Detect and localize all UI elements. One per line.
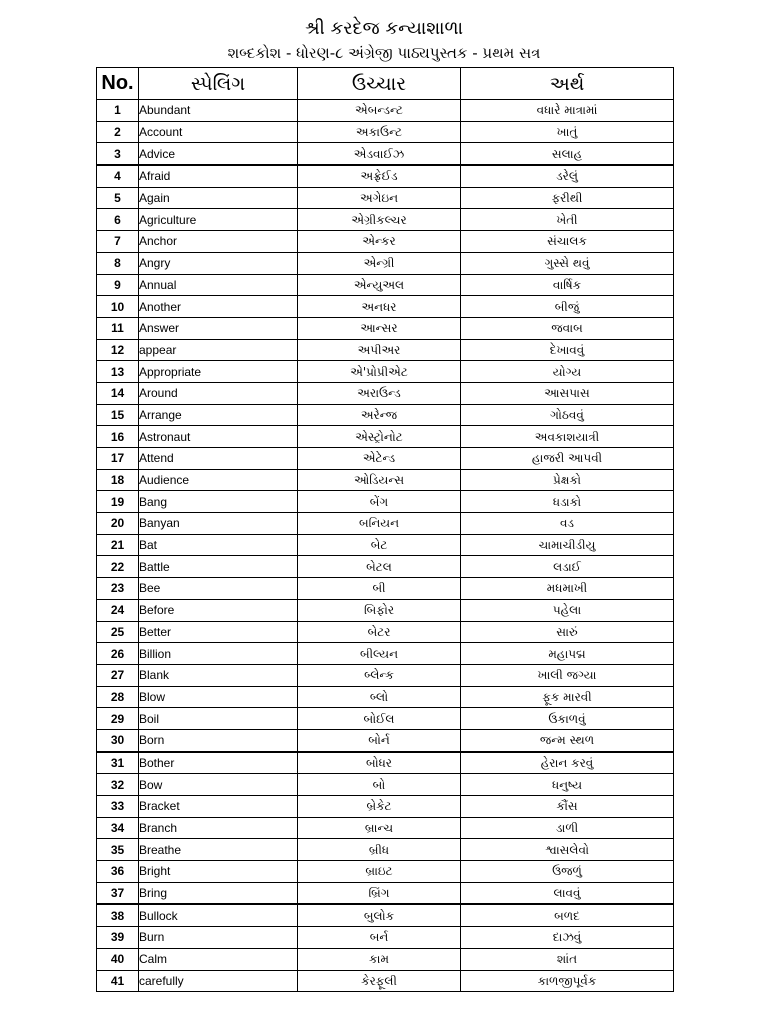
table-row [97, 970, 674, 992]
table-row [97, 534, 674, 556]
row-spelling: Branch [139, 817, 298, 839]
row-meaning: ધનુષ્ય [461, 774, 674, 796]
table-row [97, 927, 674, 949]
row-pronunciation: બ્લેન્ક [298, 664, 461, 686]
row-meaning: પહેલા [461, 599, 674, 621]
row-meaning: લડાઈ [461, 556, 674, 578]
row-spelling: Bang [139, 491, 298, 513]
row-spelling: Account [139, 121, 298, 143]
table-body [97, 100, 674, 992]
row-number: 14 [97, 382, 139, 404]
row-number: 25 [97, 621, 139, 643]
row-meaning: બળદ [461, 904, 674, 926]
row-meaning: શ્વાસલેવો [461, 839, 674, 861]
table-row [97, 361, 674, 383]
row-pronunciation: બ્લો [298, 686, 461, 708]
row-meaning: ડરેલું [461, 165, 674, 187]
row-meaning: ફરીથી [461, 187, 674, 209]
row-number: 3 [97, 143, 139, 165]
row-pronunciation: બોર્ન [298, 729, 461, 751]
row-pronunciation: અગેઇન [298, 187, 461, 209]
row-number: 7 [97, 231, 139, 253]
row-meaning: હાજરી આપવી [461, 448, 674, 470]
row-number: 37 [97, 882, 139, 904]
row-number: 15 [97, 404, 139, 426]
row-spelling: Bring [139, 882, 298, 904]
row-spelling: Again [139, 187, 298, 209]
row-spelling: Bright [139, 861, 298, 883]
row-pronunciation: અરાઉન્ડ [298, 382, 461, 404]
row-spelling: Attend [139, 448, 298, 470]
row-spelling: Calm [139, 948, 298, 970]
row-pronunciation: ઓડિયન્સ [298, 469, 461, 491]
row-number: 18 [97, 469, 139, 491]
row-spelling: carefully [139, 970, 298, 992]
row-pronunciation: બર્ન [298, 927, 461, 949]
row-pronunciation: એડવાઈઝ [298, 143, 461, 165]
row-number: 29 [97, 708, 139, 730]
row-number: 22 [97, 556, 139, 578]
row-spelling: Bat [139, 534, 298, 556]
row-meaning: બીજું [461, 296, 674, 318]
row-number: 34 [97, 817, 139, 839]
row-meaning: વડ [461, 513, 674, 535]
row-number: 36 [97, 861, 139, 883]
row-spelling: Battle [139, 556, 298, 578]
row-spelling: Bee [139, 578, 298, 600]
table-row [97, 296, 674, 318]
row-pronunciation: અકાઉન્ટ [298, 121, 461, 143]
table-row [97, 317, 674, 339]
row-pronunciation: બ્રિંગ [298, 882, 461, 904]
row-number: 26 [97, 643, 139, 665]
row-pronunciation: બીલ્યન [298, 643, 461, 665]
row-meaning: પ્રેક્ષકો [461, 469, 674, 491]
row-number: 19 [97, 491, 139, 513]
row-number: 10 [97, 296, 139, 318]
row-number: 6 [97, 209, 139, 231]
row-number: 31 [97, 752, 139, 774]
table-row [97, 513, 674, 535]
table-row [97, 599, 674, 621]
table-row [97, 100, 674, 122]
table-row [97, 426, 674, 448]
row-spelling: Billion [139, 643, 298, 665]
table-row [97, 491, 674, 513]
table-row [97, 469, 674, 491]
row-meaning: ડાળી [461, 817, 674, 839]
table-row [97, 817, 674, 839]
row-pronunciation: અરેન્જ [298, 404, 461, 426]
row-meaning: મધમાખી [461, 578, 674, 600]
row-number: 12 [97, 339, 139, 361]
row-spelling: Before [139, 599, 298, 621]
table-row [97, 664, 674, 686]
row-meaning: સલાહ [461, 143, 674, 165]
row-spelling: Audience [139, 469, 298, 491]
row-meaning: ગોઠવવું [461, 404, 674, 426]
row-spelling: Better [139, 621, 298, 643]
row-spelling: Another [139, 296, 298, 318]
row-number: 13 [97, 361, 139, 383]
row-meaning: સારું [461, 621, 674, 643]
row-pronunciation: બુલોક [298, 904, 461, 926]
row-meaning: કાળજીપૂર્વક [461, 970, 674, 992]
row-number: 27 [97, 664, 139, 686]
row-meaning: સંચાલક [461, 231, 674, 253]
row-spelling: Blank [139, 664, 298, 686]
row-spelling: appear [139, 339, 298, 361]
row-number: 41 [97, 970, 139, 992]
table-row [97, 752, 674, 774]
table-row [97, 252, 674, 274]
row-spelling: Appropriate [139, 361, 298, 383]
row-spelling: Agriculture [139, 209, 298, 231]
vocabulary-table [96, 67, 674, 992]
row-meaning: ઉજળું [461, 861, 674, 883]
row-meaning: જન્મ સ્થળ [461, 729, 674, 751]
row-number: 33 [97, 796, 139, 818]
table-row [97, 165, 674, 187]
table-row [97, 708, 674, 730]
row-meaning: કૌંસ [461, 796, 674, 818]
row-spelling: Advice [139, 143, 298, 165]
row-meaning: ખાતું [461, 121, 674, 143]
row-number: 24 [97, 599, 139, 621]
row-spelling: Answer [139, 317, 298, 339]
row-number: 23 [97, 578, 139, 600]
row-meaning: હેરાન કરવું [461, 752, 674, 774]
row-pronunciation: બ્રાઇટ [298, 861, 461, 883]
table-row [97, 774, 674, 796]
row-meaning: ખાલી જગ્યા [461, 664, 674, 686]
row-pronunciation: એટેન્ડ [298, 448, 461, 470]
row-number: 2 [97, 121, 139, 143]
page-title: શ્રી કરદેજ કન્યાશાળા [305, 18, 463, 39]
row-spelling: Boil [139, 708, 298, 730]
row-pronunciation: બેટર [298, 621, 461, 643]
row-number: 40 [97, 948, 139, 970]
row-meaning: ઉકાળવું [461, 708, 674, 730]
table-row [97, 578, 674, 600]
row-pronunciation: એગ્રીકલ્ચર [298, 209, 461, 231]
row-number: 8 [97, 252, 139, 274]
row-number: 20 [97, 513, 139, 535]
table-header-row [97, 68, 674, 100]
row-number: 17 [97, 448, 139, 470]
row-pronunciation: કામ [298, 948, 461, 970]
row-spelling: Bullock [139, 904, 298, 926]
row-meaning: વધારે માત્રામાં [461, 100, 674, 122]
row-spelling: Astronaut [139, 426, 298, 448]
header-spelling: સ્પેલિંગ [139, 68, 298, 100]
row-pronunciation: અફ્રેઈડ [298, 165, 461, 187]
table-row [97, 121, 674, 143]
row-spelling: Born [139, 729, 298, 751]
row-meaning: આસપાસ [461, 382, 674, 404]
row-pronunciation: બ્રીધ [298, 839, 461, 861]
row-meaning: ખેતી [461, 209, 674, 231]
row-number: 21 [97, 534, 139, 556]
row-meaning: શાંત [461, 948, 674, 970]
row-number: 5 [97, 187, 139, 209]
row-meaning: દાઝવું [461, 927, 674, 949]
table-row [97, 448, 674, 470]
table-row [97, 143, 674, 165]
row-meaning: ગુસ્સે થવું [461, 252, 674, 274]
row-number: 35 [97, 839, 139, 861]
row-spelling: Around [139, 382, 298, 404]
row-number: 16 [97, 426, 139, 448]
row-spelling: Burn [139, 927, 298, 949]
header-pronunciation: ઉચ્ચાર [298, 68, 461, 100]
table-row [97, 839, 674, 861]
row-spelling: Afraid [139, 165, 298, 187]
row-meaning: ધડાકો [461, 491, 674, 513]
row-pronunciation: બો [298, 774, 461, 796]
row-meaning: અવકાશયાત્રી [461, 426, 674, 448]
row-pronunciation: અનધર [298, 296, 461, 318]
row-spelling: Annual [139, 274, 298, 296]
row-number: 39 [97, 927, 139, 949]
row-meaning: વાર્ષિક [461, 274, 674, 296]
row-pronunciation: એ'પ્રોપ્રીએટ [298, 361, 461, 383]
table-row [97, 729, 674, 751]
row-number: 38 [97, 904, 139, 926]
table-row [97, 904, 674, 926]
page-subtitle: શબ્દકોશ - ધોરણ-૮ અંગ્રેજી પાઠ્યપુસ્તક - પ્રથમ સત્ર [227, 44, 541, 62]
table-row [97, 404, 674, 426]
row-spelling: Blow [139, 686, 298, 708]
row-spelling: Angry [139, 252, 298, 274]
row-spelling: Abundant [139, 100, 298, 122]
row-pronunciation: બોધર [298, 752, 461, 774]
row-meaning: જવાબ [461, 317, 674, 339]
row-pronunciation: કેરફૂલી [298, 970, 461, 992]
row-number: 32 [97, 774, 139, 796]
row-meaning: દેખાવવું [461, 339, 674, 361]
row-pronunciation: બેટલ [298, 556, 461, 578]
header-meaning: અર્થ [461, 68, 674, 100]
table-row [97, 882, 674, 904]
row-number: 4 [97, 165, 139, 187]
row-number: 28 [97, 686, 139, 708]
row-number: 11 [97, 317, 139, 339]
row-spelling: Bow [139, 774, 298, 796]
table-row [97, 643, 674, 665]
row-pronunciation: બ્રાન્ચ [298, 817, 461, 839]
row-pronunciation: બ્રેકેટ [298, 796, 461, 818]
table-row [97, 209, 674, 231]
table-row [97, 231, 674, 253]
row-pronunciation: એન્યુઅલ [298, 274, 461, 296]
row-spelling: Bracket [139, 796, 298, 818]
row-pronunciation: બી [298, 578, 461, 600]
row-pronunciation: બેટ [298, 534, 461, 556]
row-spelling: Anchor [139, 231, 298, 253]
row-number: 30 [97, 729, 139, 751]
table-row [97, 621, 674, 643]
table-row [97, 686, 674, 708]
row-pronunciation: બિફોર [298, 599, 461, 621]
table-row [97, 382, 674, 404]
row-pronunciation: અપીઅર [298, 339, 461, 361]
table-row [97, 274, 674, 296]
table-row [97, 796, 674, 818]
row-number: 1 [97, 100, 139, 122]
table-row [97, 187, 674, 209]
row-meaning: મહાપદ્મ [461, 643, 674, 665]
row-pronunciation: એસ્ટ્રોનોટ [298, 426, 461, 448]
row-pronunciation: બેંગ [298, 491, 461, 513]
row-meaning: લાવવું [461, 882, 674, 904]
row-meaning: ચામાચીડીયુ [461, 534, 674, 556]
row-spelling: Breathe [139, 839, 298, 861]
row-pronunciation: એન્ગ્રી [298, 252, 461, 274]
row-spelling: Banyan [139, 513, 298, 535]
row-pronunciation: બોઈલ [298, 708, 461, 730]
row-spelling: Bother [139, 752, 298, 774]
row-pronunciation: બનિયન [298, 513, 461, 535]
row-number: 9 [97, 274, 139, 296]
row-pronunciation: એબન્ડન્ટ [298, 100, 461, 122]
row-meaning: યોગ્ય [461, 361, 674, 383]
table-row [97, 861, 674, 883]
table-row [97, 339, 674, 361]
row-pronunciation: આન્સર [298, 317, 461, 339]
row-pronunciation: એન્કર [298, 231, 461, 253]
table-row [97, 556, 674, 578]
header-number: No. [97, 68, 139, 100]
table-row [97, 948, 674, 970]
row-spelling: Arrange [139, 404, 298, 426]
row-meaning: ફૂક મારવી [461, 686, 674, 708]
